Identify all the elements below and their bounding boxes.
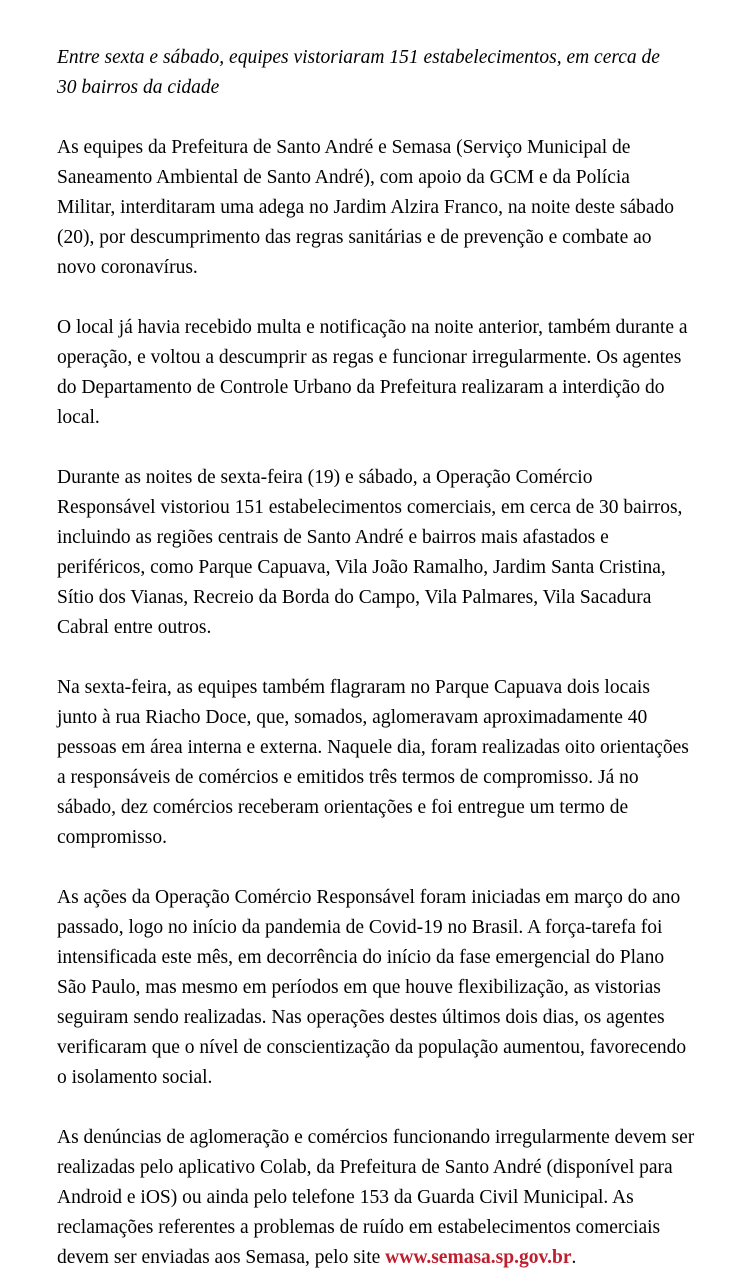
text-line: [57, 523, 711, 553]
text-line: [57, 913, 711, 943]
semasa-site-link[interactable]: www.semasa.sp.gov.br: [385, 1247, 572, 1268]
paragraph: [57, 883, 711, 1093]
article-body: [57, 133, 711, 1273]
text-line: [57, 493, 711, 523]
text-line: [57, 553, 711, 583]
text-segment: operação, e voltou a descumprir as regas e funcionar irregularmente. Os agentes: [57, 347, 682, 368]
text-segment: .: [571, 1247, 577, 1268]
text-segment: As ações da Operação Comércio Responsável foram iniciadas em março do ano: [57, 887, 681, 908]
text-line: [57, 793, 711, 823]
text-line: [57, 403, 711, 433]
text-line: [57, 193, 711, 223]
text-line: [57, 373, 711, 403]
text-line: [57, 1123, 711, 1153]
text-line: [57, 223, 711, 253]
text-line: [57, 673, 711, 703]
text-line: [57, 1213, 711, 1243]
text-segment: As denúncias de aglomeração e comércios funcionando irregularmente devem ser: [57, 1127, 695, 1148]
text-segment: As equipes da Prefeitura de Santo André e Semasa (Serviço Municipal de: [57, 137, 631, 158]
text-line: [57, 733, 711, 763]
text-segment: São Paulo, mas mesmo em períodos em que houve flexibilização, as vistorias: [57, 977, 661, 998]
text-line: [57, 1063, 711, 1093]
text-segment: do Departamento de Controle Urbano da Prefeitura realizaram a interdição do: [57, 377, 665, 398]
text-segment: Na sexta-feira, as equipes também flagraram no Parque Capuava dois locais: [57, 677, 650, 698]
text-line: [57, 163, 711, 193]
text-line: [57, 133, 711, 163]
text-segment: devem ser enviadas aos Semasa, pelo site: [57, 1247, 386, 1268]
text-line: [57, 763, 711, 793]
text-segment: incluindo as regiões centrais de Santo André e bairros mais afastados e: [57, 527, 609, 548]
text-line: [57, 943, 711, 973]
text-line: [57, 1243, 711, 1273]
text-line: [57, 73, 711, 103]
text-segment: Militar, interditaram uma adega no Jardim Alzira Franco, na noite deste sábado: [57, 197, 675, 218]
text-line: [57, 463, 711, 493]
text-line: [57, 313, 711, 343]
article-subtitle: [57, 43, 711, 103]
text-segment: o isolamento social.: [57, 1067, 213, 1088]
text-segment: intensificada este mês, em decorrência do início da fase emergencial do Plano: [57, 947, 665, 968]
text-line: [57, 1153, 711, 1183]
paragraph: [57, 313, 711, 433]
text-segment: compromisso.: [57, 827, 167, 848]
text-line: [57, 343, 711, 373]
text-segment: Responsável vistoriou 151 estabelecimentos comerciais, em cerca de 30 bairros,: [57, 497, 683, 518]
text-segment: seguiram sendo realizadas. Nas operações destes últimos dois dias, os agentes: [57, 1007, 665, 1028]
text-segment: Durante as noites de sexta-feira (19) e sábado, a Operação Comércio: [57, 467, 593, 488]
text-line: [57, 43, 711, 73]
text-segment: Cabral entre outros.: [57, 617, 212, 638]
text-segment: O local já havia recebido multa e notificação na noite anterior, também durante a: [57, 317, 688, 338]
text-segment: realizadas pelo aplicativo Colab, da Prefeitura de Santo André (disponível para: [57, 1157, 673, 1178]
paragraph: [57, 1123, 711, 1273]
article: [57, 43, 711, 1273]
text-line: [57, 583, 711, 613]
paragraph: [57, 133, 711, 283]
text-segment: reclamações referentes a problemas de ruído em estabelecimentos comerciais: [57, 1217, 661, 1238]
text-line: [57, 1003, 711, 1033]
paragraph: [57, 673, 711, 853]
text-line: [57, 1183, 711, 1213]
text-segment: pessoas em área interna e externa. Naquele dia, foram realizadas oito orientações: [57, 737, 689, 758]
text-segment: Entre sexta e sábado, equipes vistoriaram 151 estabelecimentos, em cerca de: [57, 47, 660, 68]
text-segment: 30 bairros da cidade: [57, 77, 220, 98]
paragraph: [57, 463, 711, 643]
text-line: [57, 1033, 711, 1063]
text-line: [57, 613, 711, 643]
text-segment: novo coronavírus.: [57, 257, 198, 278]
text-segment: sábado, dez comércios receberam orientações e foi entregue um termo de: [57, 797, 629, 818]
text-segment: (20), por descumprimento das regras sanitárias e de prevenção e combate ao: [57, 227, 652, 248]
text-segment: junto à rua Riacho Doce, que, somados, aglomeravam aproximadamente 40: [57, 707, 648, 728]
text-segment: local.: [57, 407, 100, 428]
text-segment: verificaram que o nível de conscientização da população aumentou, favorecendo: [57, 1037, 687, 1058]
text-segment: a responsáveis de comércios e emitidos três termos de compromisso. Já no: [57, 767, 639, 788]
text-line: [57, 253, 711, 283]
text-segment: Android e iOS) ou ainda pelo telefone 153 da Guarda Civil Municipal. As: [57, 1187, 634, 1208]
text-line: [57, 703, 711, 733]
text-line: [57, 973, 711, 1003]
text-line: [57, 883, 711, 913]
text-segment: Sítio dos Vianas, Recreio da Borda do Campo, Vila Palmares, Vila Sacadura: [57, 587, 652, 608]
text-segment: periféricos, como Parque Capuava, Vila João Ramalho, Jardim Santa Cristina,: [57, 557, 666, 578]
text-segment: Saneamento Ambiental de Santo André), com apoio da GCM e da Polícia: [57, 167, 630, 188]
text-line: [57, 823, 711, 853]
text-segment: passado, logo no início da pandemia de Covid-19 no Brasil. A força-tarefa foi: [57, 917, 663, 938]
